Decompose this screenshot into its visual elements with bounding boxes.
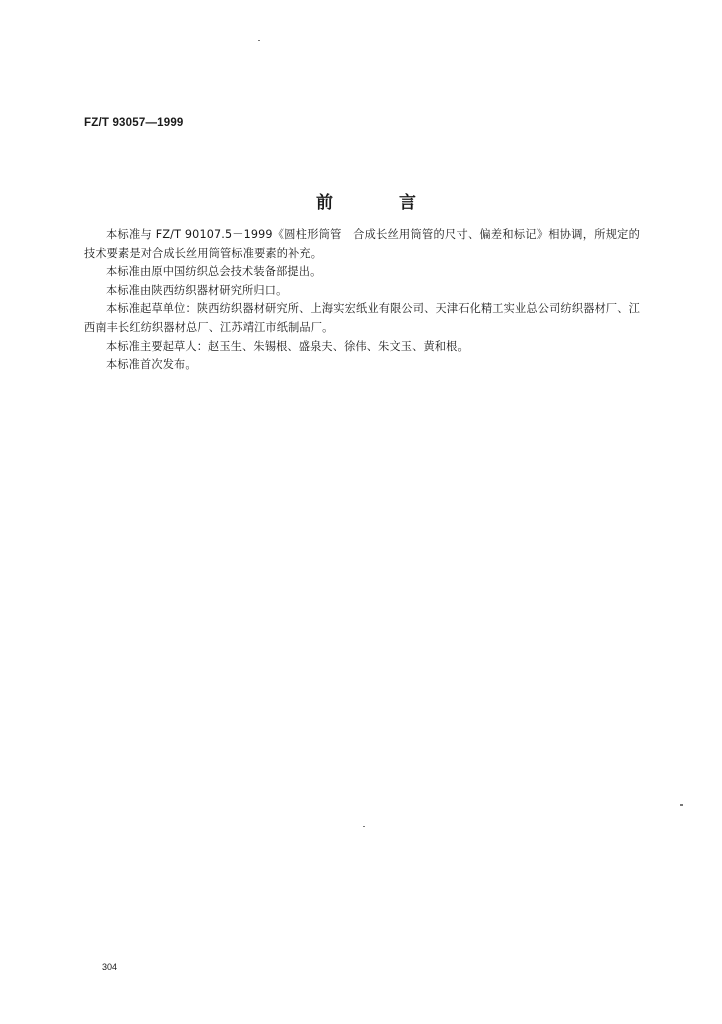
paragraph-first-release: 本标准首次发布。 [106,358,197,372]
paragraph-administrator: 本标准由陕西纺织器材研究所归口。 [106,283,288,297]
page-title [316,188,416,213]
standard-code: FZ/T 93057—1999 [84,117,184,129]
scan-speck [680,804,683,806]
paragraph-drafting-units: 本标准起草单位：陕西纺织器材研究所、上海实宏纸业有限公司、天津石化精工实业总公司纺织器材厂、江西南丰长红纺织器材总厂、江苏靖江市纸制品厂。 [84,302,640,334]
page-number: 304 [102,962,118,972]
scan-speck [363,826,365,827]
foreword-body [84,226,640,375]
paragraph-proposer: 本标准由原中国纺织总会技术装备部提出。 [106,265,322,279]
title-char-2: 言 [399,193,416,213]
title-char-1: 前 [316,193,333,213]
scan-speck [258,40,260,41]
paragraph-drafters: 本标准主要起草人：赵玉生、朱锡根、盛泉夫、徐伟、朱文玉、黄和根。 [106,339,469,353]
paragraph-coordination: 本标准与 FZ/T 90107.5－1999《圆柱形筒管 合成长丝用筒管的尺寸、偏差和标记》相协调，所规定的技术要素是对合成长丝用筒管标准要素的补充。 [84,228,640,260]
